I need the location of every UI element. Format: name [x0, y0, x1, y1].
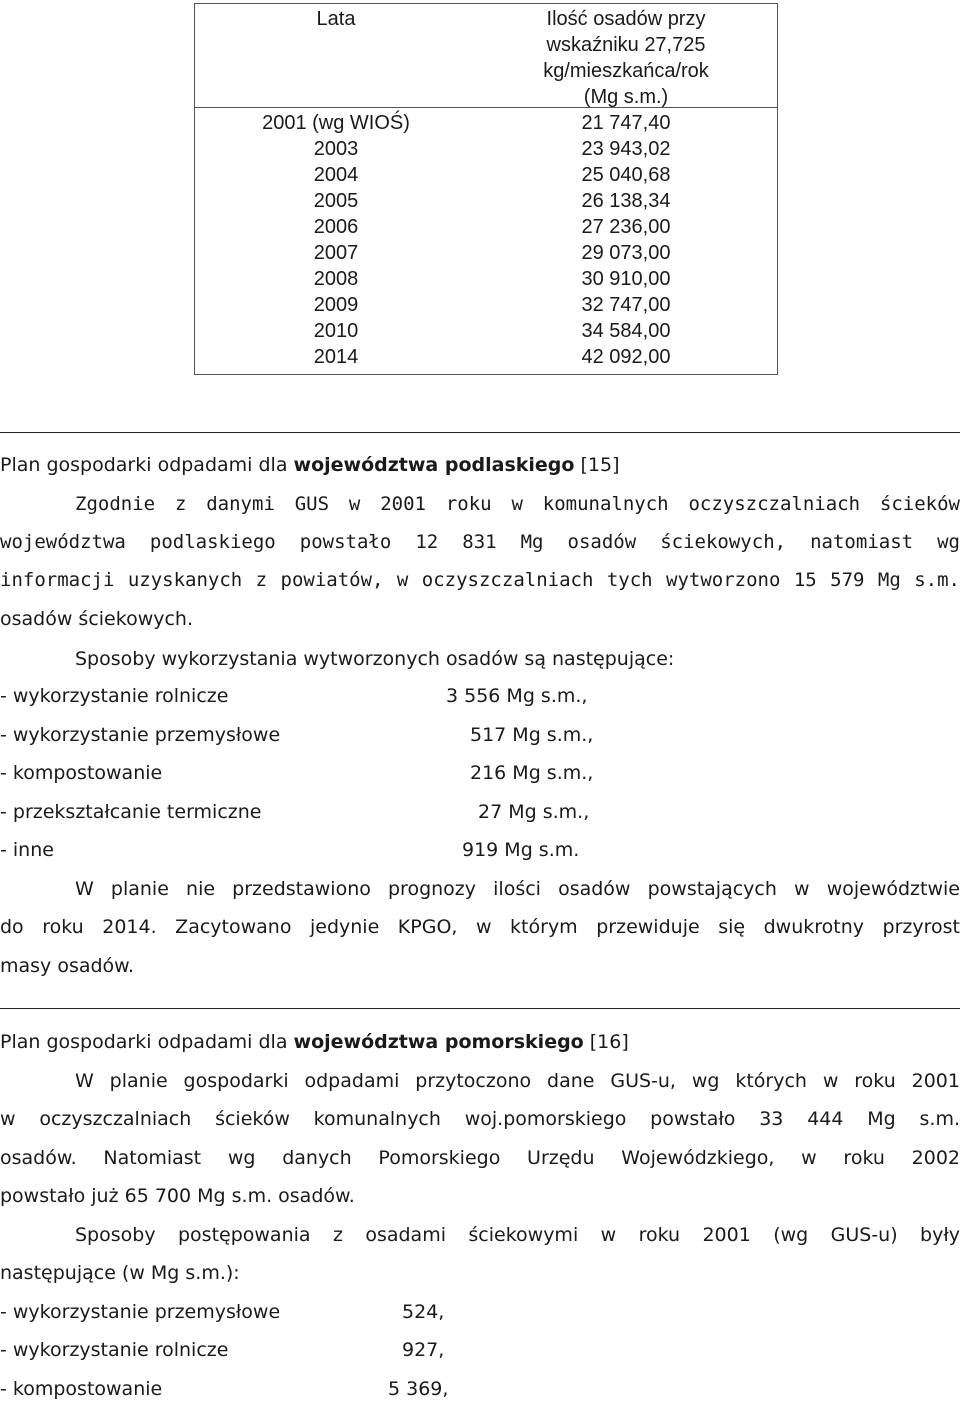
list-item-value: 927,	[402, 1339, 445, 1361]
paragraph-line: informacji uzyskanych z powiatów, w oczyszczalniach tych wytworzono 15 579 Mg s.m.	[0, 569, 960, 591]
table-row-year: 2005	[313, 190, 359, 212]
table-header-amount-line1: Ilość osadów przy	[546, 8, 706, 30]
table-header-amount-line2: wskaźniku 27,725	[546, 34, 706, 56]
list-item-label: - wykorzystanie rolnicze	[0, 685, 229, 707]
heading-region: województwa podlaskiego	[293, 454, 575, 476]
table-header-amount-line4: (Mg s.m.)	[583, 86, 669, 108]
table-row-year: 2001 (wg WIOŚ)	[262, 112, 410, 134]
list-intro: Sposoby wykorzystania wytworzonych osadów są następujące:	[75, 648, 675, 670]
heading-text: Plan gospodarki odpadami dla	[0, 1031, 294, 1053]
table-header-amount-line3: kg/mieszkańca/rok	[543, 60, 709, 82]
list-item-label: - kompostowanie	[0, 762, 163, 784]
list-item-value: 5 369,	[388, 1378, 449, 1400]
table-row-year: 2009	[313, 294, 359, 316]
list-item-value: 919 Mg s.m.	[462, 839, 580, 861]
paragraph-line: do roku 2014. Zacytowano jedynie KPGO, w którym przewiduje się dwukrotny przyrost	[0, 916, 960, 938]
paragraph-line: Zgodnie z danymi GUS w 2001 roku w komunalnych oczyszczalniach ścieków	[75, 493, 960, 515]
table-row-value: 42 092,00	[581, 346, 671, 368]
paragraph-line: województwa podlaskiego powstało 12 831 Mg osadów ściekowych, natomiast wg	[0, 531, 960, 553]
list-item-value: 216 Mg s.m.,	[470, 762, 594, 784]
table-row-value: 21 747,40	[581, 112, 671, 134]
table-row-year: 2006	[313, 216, 359, 238]
table-row-value: 23 943,02	[581, 138, 671, 160]
list-item-value: 517 Mg s.m.,	[470, 724, 594, 746]
table-row-value: 32 747,00	[581, 294, 671, 316]
list-item-label: - wykorzystanie przemysłowe	[0, 1301, 281, 1323]
paragraph-line: następujące (w Mg s.m.):	[0, 1262, 240, 1284]
list-item-value: 27 Mg s.m.,	[478, 801, 590, 823]
table-header-years: Lata	[316, 8, 356, 30]
table-row-year: 2007	[313, 242, 359, 264]
list-item-value: 3 556 Mg s.m.,	[446, 685, 588, 707]
table-row-value: 29 073,00	[581, 242, 671, 264]
paragraph-line: W planie gospodarki odpadami przytoczono dane GUS-u, wg których w roku 2001	[75, 1070, 960, 1092]
list-item-value: 524,	[402, 1301, 445, 1323]
table-row-year: 2010	[313, 320, 359, 342]
heading-ref: [15]	[574, 454, 620, 476]
section-divider	[0, 1008, 960, 1009]
list-item-label: - inne	[0, 839, 54, 861]
paragraph-line: masy osadów.	[0, 955, 135, 977]
table-row-year: 2003	[313, 138, 359, 160]
paragraph-line: w oczyszczalniach ścieków komunalnych woj.pomorskiego powstało 33 444 Mg s.m.	[0, 1108, 960, 1130]
heading-text: Plan gospodarki odpadami dla	[0, 454, 294, 476]
table-row-year: 2014	[313, 346, 359, 368]
list-item-label: - przekształcanie termiczne	[0, 801, 262, 823]
paragraph-line: W planie nie przedstawiono prognozy ilości osadów powstających w województwie	[75, 878, 960, 900]
section-heading-pomorskie	[0, 1023, 960, 1061]
paragraph-line: osadów. Natomiast wg danych Pomorskiego Urzędu Wojewódzkiego, w roku 2002	[0, 1147, 960, 1169]
table-row-year: 2008	[313, 268, 359, 290]
section-divider	[0, 432, 960, 433]
list-item-label: - wykorzystanie przemysłowe	[0, 724, 281, 746]
heading-region: województwa pomorskiego	[293, 1031, 584, 1053]
table-row-value: 26 138,34	[581, 190, 671, 212]
table-row-value: 25 040,68	[581, 164, 671, 186]
table-row-value: 34 584,00	[581, 320, 671, 342]
table-row-value: 30 910,00	[581, 268, 671, 290]
paragraph-line: osadów ściekowych.	[0, 608, 194, 630]
table-row-year: 2004	[313, 164, 359, 186]
list-item-label: - wykorzystanie rolnicze	[0, 1339, 229, 1361]
paragraph-line: powstało już 65 700 Mg s.m. osadów.	[0, 1185, 355, 1207]
table-row-value: 27 236,00	[581, 216, 671, 238]
heading-ref: [16]	[583, 1031, 629, 1053]
list-item-label: - kompostowanie	[0, 1378, 163, 1400]
paragraph-line: Sposoby postępowania z osadami ściekowymi w roku 2001 (wg GUS-u) były	[75, 1224, 960, 1246]
section-heading-podlaskie	[0, 446, 960, 484]
